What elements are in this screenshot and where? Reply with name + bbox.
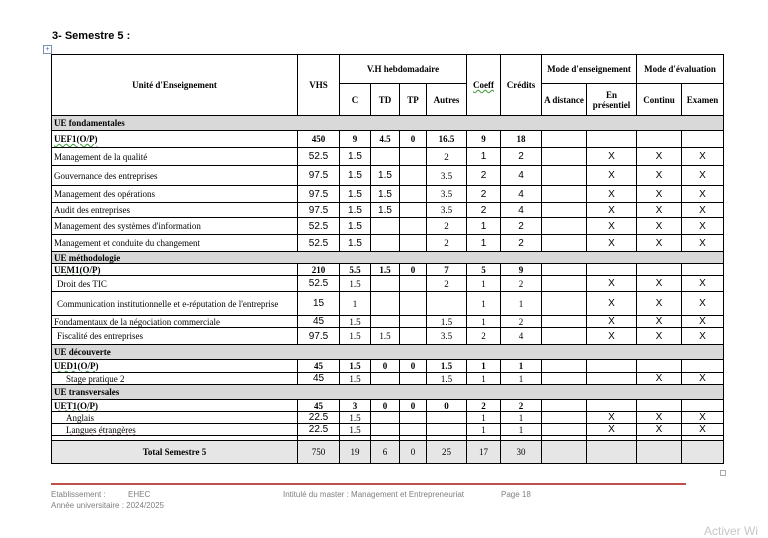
total-row: Total Semestre 5 750 19 6 0 25 17 30 xyxy=(52,441,724,464)
summary-row-ued1: UED1(O/P) 45 1.5 0 0 1.5 1 1 xyxy=(52,360,724,373)
header-en-presentiel: En présentiel xyxy=(587,84,637,116)
semester-table xyxy=(51,54,724,464)
table-row: Langues étrangères 22.5 1.5 1 1 X X X xyxy=(52,424,724,436)
header-mode-enseignement: Mode d'enseignement xyxy=(542,55,637,84)
table-row: Management de la qualité 52.5 1.5 2 1 2 X X X xyxy=(52,148,724,166)
section-header-decouverte: UE découverte xyxy=(52,345,724,360)
table-row: Fondamentaux de la négociation commerciale 45 1.5 1.5 1 2 X X X xyxy=(52,316,724,328)
header-credits: Crédits xyxy=(501,55,542,116)
header-coeff: Coeff xyxy=(467,55,501,116)
header-td: TD xyxy=(371,84,400,116)
table-row: Management et conduite du changement 52.5 1.5 2 1 2 X X X xyxy=(52,235,724,252)
footer-page: Page 18 xyxy=(501,490,531,499)
summary-row-uem1: UEM1(O/P) 210 5.5 1.5 0 7 5 9 xyxy=(52,264,724,276)
header-c: C xyxy=(340,84,371,116)
header-a-distance: A distance xyxy=(542,84,587,116)
table-row: Stage pratique 2 45 1.5 1.5 1 1 X X xyxy=(52,373,724,385)
footer-year: Année universitaire : 2024/2025 xyxy=(51,501,164,510)
table-row: Communication institutionnelle et e-réputation de l'entreprise 15 1 1 1 X X X xyxy=(52,292,724,316)
footer-master: Intitulé du master : Management et Entrepreneuriat xyxy=(283,490,464,499)
table-row: Anglais 22.5 1.5 1 1 X X X xyxy=(52,412,724,424)
header-mode-evaluation: Mode d'évaluation xyxy=(637,55,724,84)
header-vhs: VHS xyxy=(298,55,340,116)
header-autres: Autres xyxy=(427,84,467,116)
section-header-fondamentales: UE fondamentales xyxy=(52,116,724,131)
table-resize-handle[interactable] xyxy=(720,470,726,476)
table-row: Management des systèmes d'information 52.5 1.5 2 1 2 X X X xyxy=(52,218,724,235)
table-row: Fiscalité des entreprises 97.5 1.5 1.5 3.5 2 4 X X X xyxy=(52,328,724,345)
table-row: Droit des TIC 52.5 1.5 2 1 2 X X X xyxy=(52,276,724,292)
table-row: Management des opérations 97.5 1.5 1.5 3.5 2 4 X X X xyxy=(52,186,724,203)
header-vh-hebdo: V.H hebdomadaire xyxy=(340,55,467,84)
table-row: Gouvernance des entreprises 97.5 1.5 1.5 3.5 2 4 X X X xyxy=(52,166,724,186)
header-tp: TP xyxy=(400,84,427,116)
header-continu: Continu xyxy=(637,84,682,116)
header-examen: Examen xyxy=(682,84,724,116)
section-header-transversales: UE transversales xyxy=(52,385,724,400)
summary-row-uet1: UET1(O/P) 45 3 0 0 0 2 2 xyxy=(52,400,724,412)
move-handle-icon[interactable]: + xyxy=(43,45,52,54)
summary-row-uef1: UEF1(O/P) 450 9 4.5 0 16.5 9 18 xyxy=(52,131,724,148)
header-ue: Unité d'Enseignement xyxy=(52,55,298,116)
section-header-methodologie: UE méthodologie xyxy=(52,252,724,264)
footer-etablissement-label: Etablissement : xyxy=(51,490,106,499)
page-heading: 3- Semestre 5 : xyxy=(52,30,131,42)
table-row: Audit des entreprises 97.5 1.5 1.5 3.5 2 4 X X X xyxy=(52,203,724,218)
footer-etablissement-value: EHEC xyxy=(128,490,151,499)
footer-divider xyxy=(51,483,686,485)
activation-watermark: Activer Wi xyxy=(704,524,758,538)
